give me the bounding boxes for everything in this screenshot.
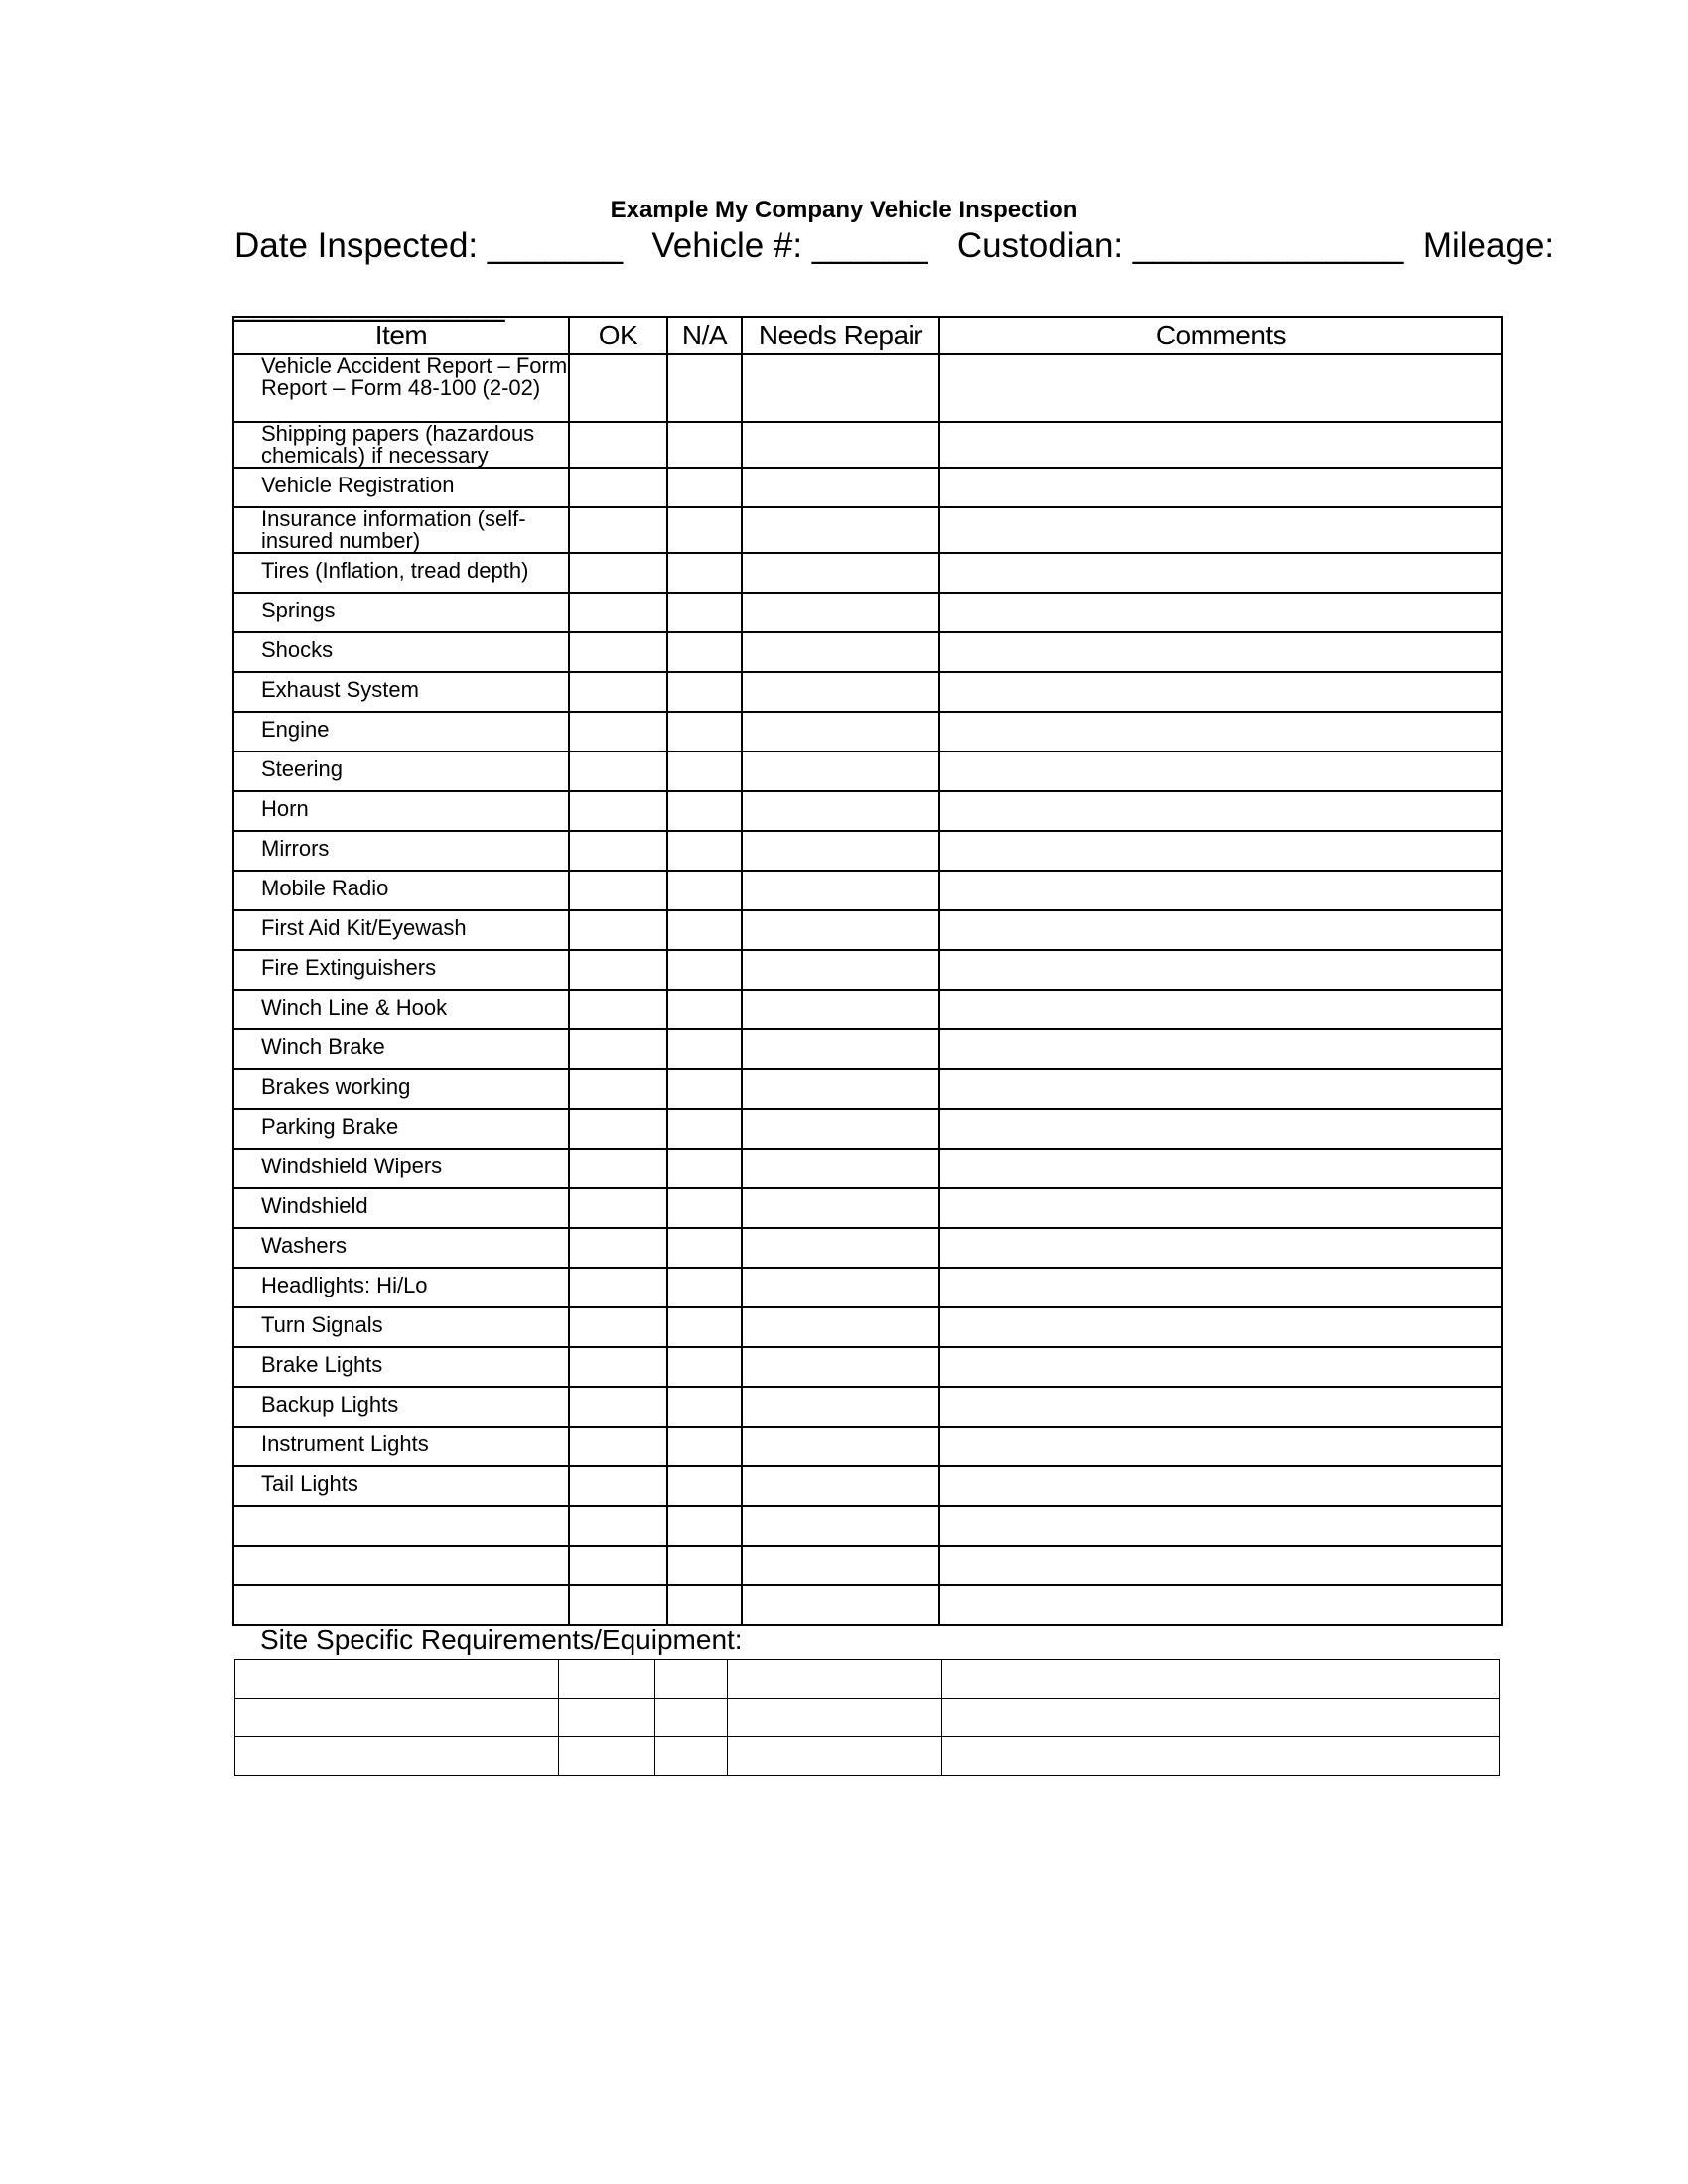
table-row [233, 712, 1502, 751]
ok-cell[interactable] [569, 354, 667, 422]
item-cell: Winch Line & Hook [233, 990, 569, 1029]
comments-cell[interactable] [939, 593, 1502, 632]
table-row [233, 468, 1502, 507]
table-row [233, 990, 1502, 1029]
na-cell[interactable] [667, 831, 742, 871]
form-title: Example My Company Vehicle Inspection [610, 197, 1078, 223]
table-row [233, 507, 1502, 553]
table-row [233, 1506, 1502, 1546]
site-row [235, 1660, 1500, 1699]
table-row [233, 831, 1502, 871]
needs-repair-cell[interactable] [742, 1188, 939, 1228]
ok-cell[interactable] [569, 950, 667, 990]
item-cell [233, 1506, 569, 1546]
na-cell[interactable] [667, 1069, 742, 1109]
mileage-field[interactable]: ______________ [234, 284, 505, 323]
needs-repair-cell[interactable] [742, 1109, 939, 1149]
item-cell: Insurance information (self-insured number) [233, 507, 569, 553]
comments-cell[interactable] [939, 1268, 1502, 1307]
item-cell: Tail Lights [233, 1466, 569, 1506]
table-row [233, 1188, 1502, 1228]
ok-cell[interactable] [569, 1029, 667, 1069]
comments-cell[interactable] [939, 1466, 1502, 1506]
needs-repair-cell[interactable] [742, 990, 939, 1029]
item-cell: Fire Extinguishers [233, 950, 569, 990]
comments-cell[interactable] [939, 1029, 1502, 1069]
needs-repair-cell[interactable] [742, 1347, 939, 1387]
needs-repair-cell[interactable] [742, 1506, 939, 1546]
item-cell: Backup Lights [233, 1387, 569, 1427]
comments-cell[interactable] [939, 871, 1502, 910]
item-cell: Headlights: Hi/Lo [233, 1268, 569, 1307]
needs-repair-cell[interactable] [742, 712, 939, 751]
table-row [233, 422, 1502, 468]
na-cell[interactable] [667, 1427, 742, 1466]
na-cell[interactable] [667, 1387, 742, 1427]
ok-cell[interactable] [569, 1069, 667, 1109]
site-item-cell[interactable] [235, 1737, 559, 1776]
column-header-na: N/A [667, 317, 742, 354]
needs-repair-cell[interactable] [742, 1149, 939, 1188]
site-comments-cell[interactable] [942, 1660, 1500, 1699]
comments-cell[interactable] [939, 1506, 1502, 1546]
table-row [233, 1149, 1502, 1188]
item-cell: Windshield [233, 1188, 569, 1228]
comments-cell[interactable] [939, 354, 1502, 422]
needs-repair-cell[interactable] [742, 1546, 939, 1585]
na-cell[interactable] [667, 910, 742, 950]
item-cell: Parking Brake [233, 1109, 569, 1149]
site-row [235, 1737, 1500, 1776]
na-cell[interactable] [667, 422, 742, 468]
comments-cell[interactable] [939, 1109, 1502, 1149]
table-row [233, 1268, 1502, 1307]
site-needs-repair-cell[interactable] [728, 1737, 942, 1776]
comments-cell[interactable] [939, 1307, 1502, 1347]
needs-repair-cell[interactable] [742, 507, 939, 553]
item-cell: Horn [233, 791, 569, 831]
ok-cell[interactable] [569, 751, 667, 791]
needs-repair-cell[interactable] [742, 468, 939, 507]
inspection-table [232, 316, 1503, 1626]
site-specific-table [234, 1659, 1500, 1776]
item-cell: Steering [233, 751, 569, 791]
table-row [233, 1069, 1502, 1109]
needs-repair-cell[interactable] [742, 791, 939, 831]
ok-cell[interactable] [569, 831, 667, 871]
na-cell[interactable] [667, 593, 742, 632]
ok-cell[interactable] [569, 672, 667, 712]
ok-cell[interactable] [569, 1466, 667, 1506]
na-cell[interactable] [667, 1188, 742, 1228]
needs-repair-cell[interactable] [742, 1585, 939, 1625]
item-cell: Vehicle Registration [233, 468, 569, 507]
site-ok-cell[interactable] [559, 1660, 655, 1699]
ok-cell[interactable] [569, 1268, 667, 1307]
site-item-cell[interactable] [235, 1699, 559, 1737]
table-row [233, 950, 1502, 990]
table-row [233, 1466, 1502, 1506]
comments-cell[interactable] [939, 1228, 1502, 1268]
needs-repair-cell[interactable] [742, 1268, 939, 1307]
na-cell[interactable] [667, 354, 742, 422]
ok-cell[interactable] [569, 1347, 667, 1387]
column-header-needs-repair: Needs Repair [742, 317, 939, 354]
table-row [233, 672, 1502, 712]
site-ok-cell[interactable] [559, 1737, 655, 1776]
needs-repair-cell[interactable] [742, 751, 939, 791]
site-comments-cell[interactable] [942, 1699, 1500, 1737]
date-inspected-field[interactable]: Date Inspected: _______ [234, 226, 624, 265]
item-cell: Winch Brake [233, 1029, 569, 1069]
table-row [233, 791, 1502, 831]
comments-cell[interactable] [939, 950, 1502, 990]
comments-cell[interactable] [939, 672, 1502, 712]
na-cell[interactable] [667, 791, 742, 831]
table-row [233, 751, 1502, 791]
item-cell: First Aid Kit/Eyewash [233, 910, 569, 950]
ok-cell[interactable] [569, 593, 667, 632]
table-row [233, 1585, 1502, 1625]
na-cell[interactable] [667, 950, 742, 990]
comments-cell[interactable] [939, 1585, 1502, 1625]
table-row [233, 1029, 1502, 1069]
ok-cell[interactable] [569, 507, 667, 553]
na-cell[interactable] [667, 632, 742, 672]
needs-repair-cell[interactable] [742, 672, 939, 712]
column-header-ok: OK [569, 317, 667, 354]
custodian-field[interactable]: Custodian: ______________ [956, 226, 1404, 265]
needs-repair-cell[interactable] [742, 910, 939, 950]
table-row [233, 910, 1502, 950]
table-row [233, 1546, 1502, 1585]
comments-cell[interactable] [939, 507, 1502, 553]
ok-cell[interactable] [569, 422, 667, 468]
comments-cell[interactable] [939, 831, 1502, 871]
ok-cell[interactable] [569, 553, 667, 593]
item-cell: Engine [233, 712, 569, 751]
ok-cell[interactable] [569, 468, 667, 507]
item-cell: Mobile Radio [233, 871, 569, 910]
needs-repair-cell[interactable] [742, 553, 939, 593]
ok-cell[interactable] [569, 712, 667, 751]
item-cell: Exhaust System [233, 672, 569, 712]
ok-cell[interactable] [569, 1506, 667, 1546]
na-cell[interactable] [667, 1149, 742, 1188]
na-cell[interactable] [667, 1109, 742, 1149]
na-cell[interactable] [667, 1546, 742, 1585]
ok-cell[interactable] [569, 1427, 667, 1466]
comments-cell[interactable] [939, 1149, 1502, 1188]
comments-cell[interactable] [939, 632, 1502, 672]
comments-cell[interactable] [939, 1188, 1502, 1228]
needs-repair-cell[interactable] [742, 1069, 939, 1109]
needs-repair-cell[interactable] [742, 1307, 939, 1347]
item-cell: Tires (Inflation, tread depth) [233, 553, 569, 593]
site-na-cell[interactable] [655, 1699, 728, 1737]
column-header-comments: Comments [939, 317, 1502, 354]
needs-repair-cell[interactable] [742, 593, 939, 632]
item-cell [233, 1546, 569, 1585]
ok-cell[interactable] [569, 1149, 667, 1188]
table-row [233, 553, 1502, 593]
needs-repair-cell[interactable] [742, 1387, 939, 1427]
na-cell[interactable] [667, 712, 742, 751]
site-item-cell[interactable] [235, 1660, 559, 1699]
table-row [233, 1228, 1502, 1268]
na-cell[interactable] [667, 553, 742, 593]
comments-cell[interactable] [939, 553, 1502, 593]
column-header-item: Item [233, 317, 569, 354]
item-cell: Mirrors [233, 831, 569, 871]
needs-repair-cell[interactable] [742, 1029, 939, 1069]
na-cell[interactable] [667, 1029, 742, 1069]
site-ok-cell[interactable] [559, 1699, 655, 1737]
table-row [233, 1347, 1502, 1387]
item-cell: Washers [233, 1228, 569, 1268]
table-row [233, 1387, 1502, 1427]
comments-cell[interactable] [939, 751, 1502, 791]
na-cell[interactable] [667, 468, 742, 507]
na-cell[interactable] [667, 672, 742, 712]
ok-cell[interactable] [569, 1307, 667, 1347]
ok-cell[interactable] [569, 1228, 667, 1268]
comments-cell[interactable] [939, 990, 1502, 1029]
site-needs-repair-cell[interactable] [728, 1660, 942, 1699]
table-row [233, 632, 1502, 672]
needs-repair-cell[interactable] [742, 871, 939, 910]
na-cell[interactable] [667, 1228, 742, 1268]
site-needs-repair-cell[interactable] [728, 1699, 942, 1737]
na-cell[interactable] [667, 751, 742, 791]
needs-repair-cell[interactable] [742, 1228, 939, 1268]
needs-repair-cell[interactable] [742, 950, 939, 990]
item-cell: Shipping papers (hazardous chemicals) if necessary [233, 422, 569, 468]
site-comments-cell[interactable] [942, 1737, 1500, 1776]
na-cell[interactable] [667, 1506, 742, 1546]
ok-cell[interactable] [569, 871, 667, 910]
item-cell: Brake Lights [233, 1347, 569, 1387]
table-row [233, 1427, 1502, 1466]
ok-cell[interactable] [569, 1585, 667, 1625]
na-cell[interactable] [667, 871, 742, 910]
item-cell: Windshield Wipers [233, 1149, 569, 1188]
comments-cell[interactable] [939, 1069, 1502, 1109]
item-cell: Brakes working [233, 1069, 569, 1109]
vehicle-number-field[interactable]: Vehicle #: ______ [651, 226, 928, 265]
ok-cell[interactable] [569, 791, 667, 831]
ok-cell[interactable] [569, 990, 667, 1029]
item-cell: Vehicle Accident Report – Form Report – Form 48-100 (2-02) [233, 354, 569, 422]
ok-cell[interactable] [569, 1546, 667, 1585]
site-na-cell[interactable] [655, 1660, 728, 1699]
table-row [233, 593, 1502, 632]
na-cell[interactable] [667, 1466, 742, 1506]
site-specific-label: Site Specific Requirements/Equipment: [260, 1624, 743, 1655]
comments-cell[interactable] [939, 910, 1502, 950]
comments-cell[interactable] [939, 1347, 1502, 1387]
needs-repair-cell[interactable] [742, 632, 939, 672]
comments-cell[interactable] [939, 422, 1502, 468]
na-cell[interactable] [667, 1307, 742, 1347]
comments-cell[interactable] [939, 468, 1502, 507]
item-cell: Instrument Lights [233, 1427, 569, 1466]
site-row [235, 1699, 1500, 1737]
comments-cell[interactable] [939, 1427, 1502, 1466]
needs-repair-cell[interactable] [742, 1466, 939, 1506]
needs-repair-cell[interactable] [742, 354, 939, 422]
na-cell[interactable] [667, 1347, 742, 1387]
ok-cell[interactable] [569, 1188, 667, 1228]
needs-repair-cell[interactable] [742, 831, 939, 871]
mileage-label: Mileage: [1422, 226, 1555, 265]
needs-repair-cell[interactable] [742, 422, 939, 468]
na-cell[interactable] [667, 1268, 742, 1307]
ok-cell[interactable] [569, 910, 667, 950]
comments-cell[interactable] [939, 1387, 1502, 1427]
ok-cell[interactable] [569, 1387, 667, 1427]
na-cell[interactable] [667, 507, 742, 553]
comments-cell[interactable] [939, 712, 1502, 751]
ok-cell[interactable] [569, 632, 667, 672]
site-na-cell[interactable] [655, 1737, 728, 1776]
na-cell[interactable] [667, 990, 742, 1029]
comments-cell[interactable] [939, 1546, 1502, 1585]
table-row [233, 354, 1502, 422]
table-row [233, 871, 1502, 910]
needs-repair-cell[interactable] [742, 1427, 939, 1466]
table-row [233, 1307, 1502, 1347]
item-cell: Turn Signals [233, 1307, 569, 1347]
table-row [233, 1109, 1502, 1149]
header-fields [234, 226, 1554, 266]
na-cell[interactable] [667, 1585, 742, 1625]
item-cell: Springs [233, 593, 569, 632]
item-cell [233, 1585, 569, 1625]
ok-cell[interactable] [569, 1109, 667, 1149]
comments-cell[interactable] [939, 791, 1502, 831]
item-cell: Shocks [233, 632, 569, 672]
